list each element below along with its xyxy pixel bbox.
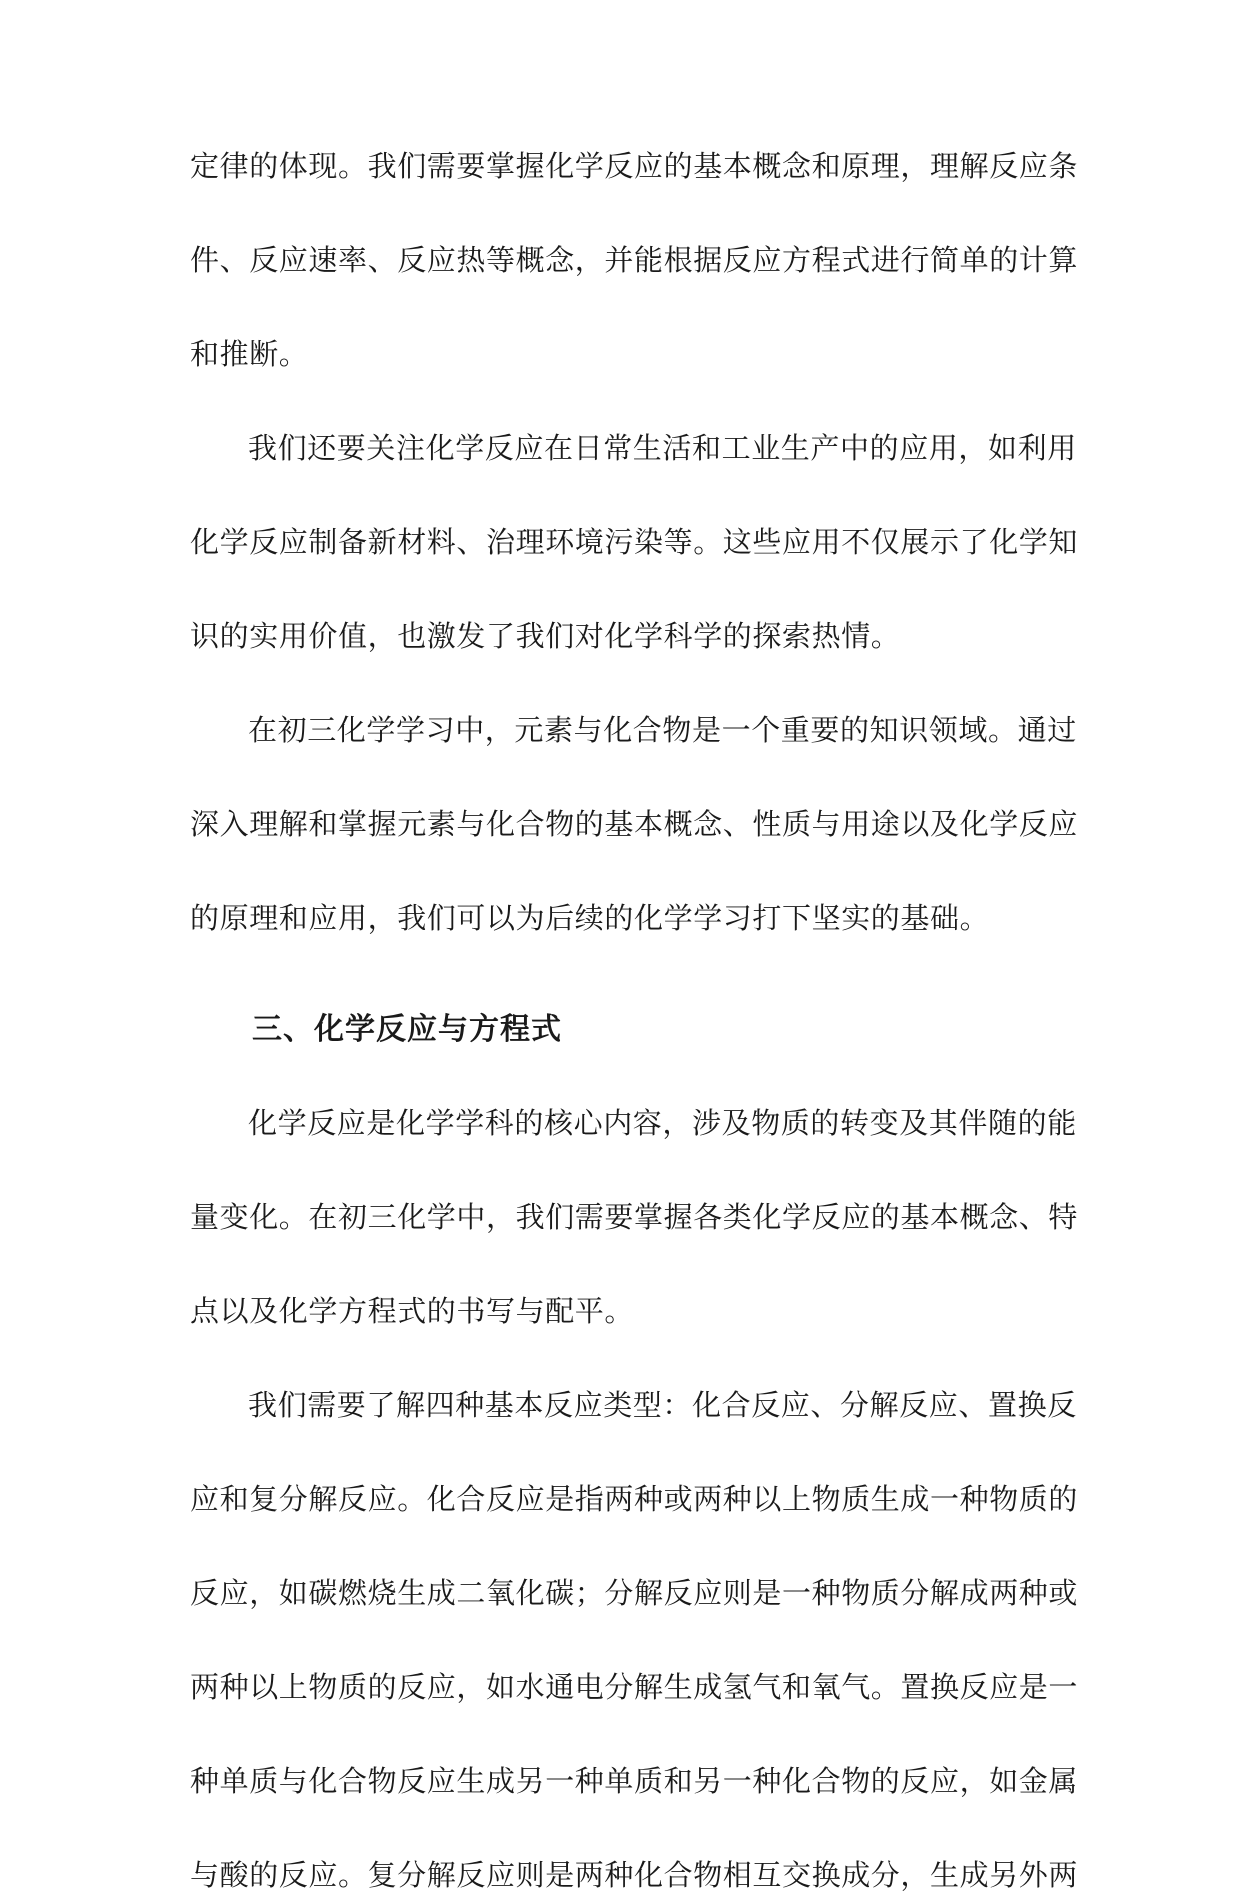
paragraph-3: [190, 706, 1079, 943]
paragraph-2-line-3: 识的实用价值，也激发了我们对化学科学的探索热情。: [190, 619, 901, 653]
paragraph-3-line-3: 的原理和应用，我们可以为后续的化学学习打下坚实的基础。: [190, 901, 990, 935]
paragraph-1-line-2: 件、反应速率、反应热等概念，并能根据反应方程式进行简单的计算: [190, 243, 1079, 277]
paragraph-4: [190, 1099, 1079, 1336]
paragraph-5-line-6: 与酸的反应。复分解反应则是两种化合物相互交换成分，生成另外两: [190, 1858, 1079, 1892]
paragraph-3-line-2: 深入理解和掌握元素与化合物的基本概念、性质与用途以及化学反应: [190, 807, 1079, 841]
paragraph-1: [190, 142, 1079, 379]
paragraph-5-line-4: 两种以上物质的反应，如水通电分解生成氢气和氧气。置换反应是一: [190, 1670, 1079, 1704]
paragraph-1-line-3: 和推断。: [190, 337, 309, 371]
paragraph-5-line-3: 反应，如碳燃烧生成二氧化碳；分解反应则是一种物质分解成两种或: [190, 1576, 1079, 1610]
paragraph-2-line-2: 化学反应制备新材料、治理环境污染等。这些应用不仅展示了化学知: [190, 525, 1079, 559]
paragraph-2: [190, 424, 1079, 661]
paragraph-5-line-5: 种单质与化合物反应生成另一种单质和另一种化合物的反应，如金属: [190, 1764, 1079, 1798]
paragraph-4-line-1: 化学反应是化学学科的核心内容，涉及物质的转变及其伴随的能: [248, 1106, 1077, 1140]
paragraph-5: [190, 1381, 1079, 1900]
paragraph-1-line-1: 定律的体现。我们需要掌握化学反应的基本概念和原理，理解反应条: [190, 149, 1079, 183]
document-body: [190, 142, 1079, 1900]
paragraph-5-line-1: 我们需要了解四种基本反应类型：化合反应、分解反应、置换反: [248, 1388, 1077, 1422]
paragraph-3-line-1: 在初三化学学习中，元素与化合物是一个重要的知识领域。通过: [248, 713, 1077, 747]
paragraph-4-line-3: 点以及化学方程式的书写与配平。: [190, 1294, 635, 1328]
paragraph-4-line-2: 量变化。在初三化学中，我们需要掌握各类化学反应的基本概念、特: [190, 1200, 1079, 1234]
section-heading: 三、化学反应与方程式: [252, 1012, 562, 1047]
paragraph-5-line-2: 应和复分解反应。化合反应是指两种或两种以上物质生成一种物质的: [190, 1482, 1079, 1516]
paragraph-2-line-1: 我们还要关注化学反应在日常生活和工业生产中的应用，如利用: [248, 431, 1077, 465]
